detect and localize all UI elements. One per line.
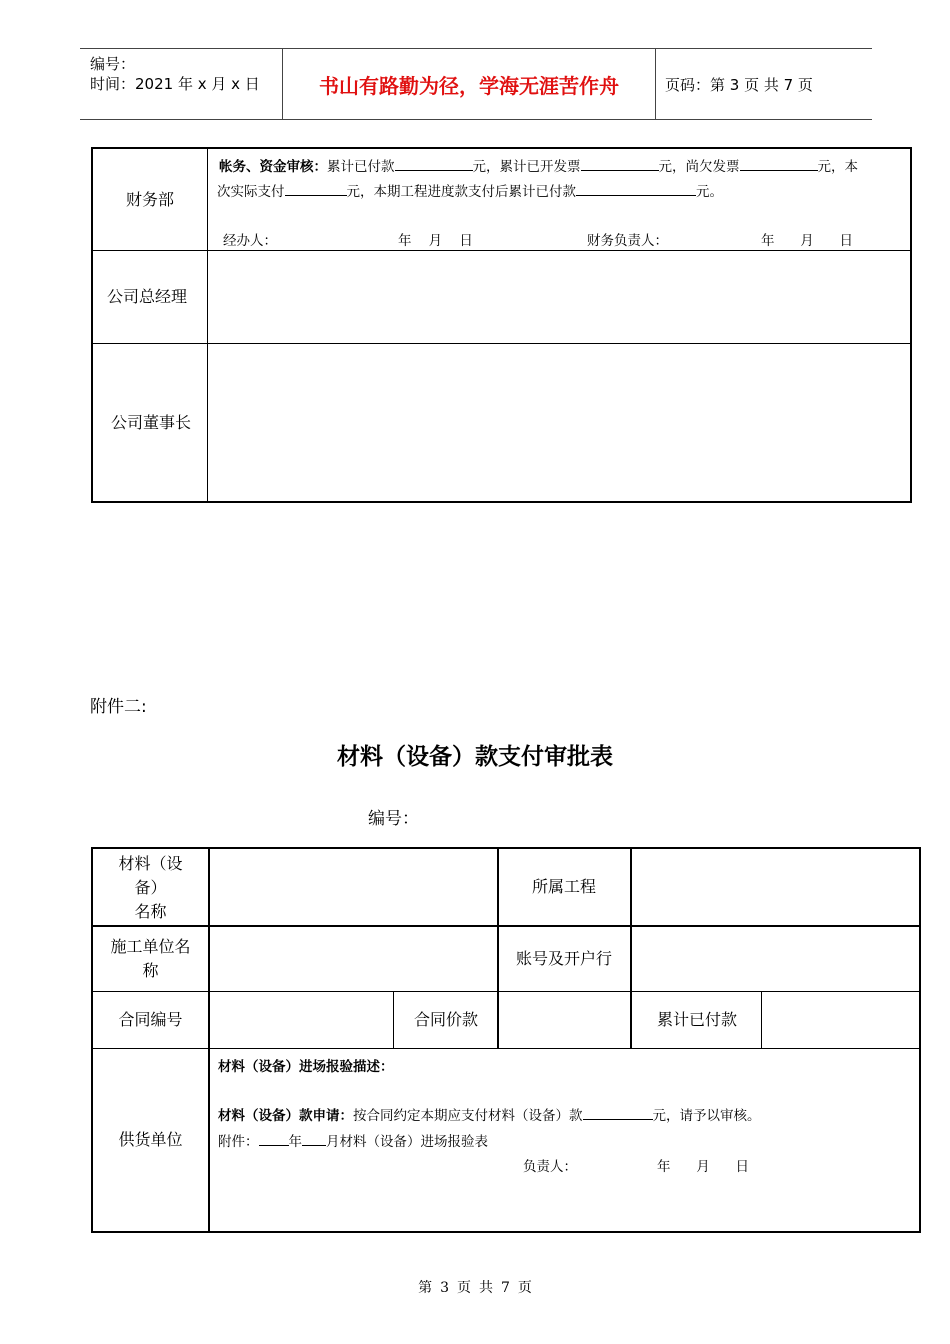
footer-text: 第 bbox=[418, 1280, 433, 1296]
finance-line-2 bbox=[217, 180, 723, 200]
gm-label: 公司总经理 bbox=[106, 287, 187, 306]
material-name-field[interactable] bbox=[210, 849, 496, 925]
blank-field[interactable] bbox=[740, 156, 818, 171]
page-header bbox=[80, 48, 872, 120]
finance-head-label: 财务负责人： bbox=[587, 233, 668, 249]
paid-total-text: 累计已付款 bbox=[327, 159, 395, 175]
contract-price-label: 合同价款 bbox=[413, 1010, 478, 1029]
entry-description-title: 材料（设备）进场报验描述： bbox=[218, 1059, 394, 1075]
blank-field[interactable] bbox=[395, 156, 473, 171]
blank-field[interactable] bbox=[581, 156, 659, 171]
divider bbox=[93, 250, 910, 251]
project-label: 所属工程 bbox=[531, 877, 596, 896]
contract-no-label: 合同编号 bbox=[118, 1010, 183, 1029]
label-line: 材料（设 bbox=[118, 854, 183, 873]
blank-field[interactable] bbox=[576, 181, 696, 196]
invoice-owed-text: 元，尚欠发票 bbox=[658, 159, 740, 175]
attachment-label: 附件二: bbox=[90, 697, 147, 717]
footer-total-pages: 7 bbox=[501, 1280, 510, 1296]
material-name-label bbox=[93, 851, 208, 925]
label-line: 备） bbox=[134, 878, 167, 897]
supplier-label: 供货单位 bbox=[118, 1130, 183, 1149]
footer-page-number: 3 bbox=[440, 1280, 449, 1296]
label-line: 称 bbox=[142, 961, 159, 980]
account-field[interactable] bbox=[632, 927, 919, 991]
paid-total-label: 累计已付款 bbox=[656, 1010, 737, 1029]
header-time: 时间：2021 年 x 月 x 日 bbox=[90, 75, 260, 93]
line-end-text: 元，本 bbox=[817, 159, 858, 175]
line-end-text: 元。 bbox=[696, 184, 723, 200]
contract-price-field[interactable] bbox=[499, 992, 630, 1048]
attachment-doc-name: 月材料（设备）进场报验表 bbox=[326, 1134, 488, 1150]
contractor-label bbox=[93, 927, 208, 991]
responsible-date: 年 月 日 bbox=[657, 1159, 749, 1175]
footer-text: 共 bbox=[479, 1280, 493, 1296]
divider bbox=[93, 343, 910, 344]
form-title: 材料（设备）款支付审批表 bbox=[337, 744, 613, 770]
divider bbox=[93, 1048, 919, 1049]
account-label: 账号及开户行 bbox=[515, 949, 612, 968]
attachment-prefix: 附件： bbox=[218, 1134, 259, 1150]
footer-text: 页 bbox=[517, 1280, 532, 1296]
handler-label: 经办人： bbox=[223, 233, 277, 249]
form-number-label: 编号： bbox=[368, 809, 419, 829]
page-footer bbox=[0, 1277, 950, 1297]
actual-payment-text: 次实际支付 bbox=[217, 184, 285, 200]
header-page-info: 页码：第 3 页 共 7 页 bbox=[665, 75, 813, 94]
finance-head-date: 年 月 日 bbox=[761, 233, 853, 249]
label-line: 施工单位名 bbox=[110, 937, 191, 956]
header-motto: 书山有路勤为径，学海无涯苦作舟 bbox=[283, 49, 656, 119]
invoiced-total-text: 元，累计已开发票 bbox=[472, 159, 581, 175]
approval-table bbox=[91, 147, 912, 503]
finance-audit-title: 帐务、资金审核： bbox=[219, 159, 327, 175]
payment-apply-text-end: 元，请予以审核。 bbox=[652, 1108, 761, 1124]
header-left-cell bbox=[80, 49, 283, 119]
handler-date: 年 月 日 bbox=[398, 233, 473, 249]
contractor-field[interactable] bbox=[210, 927, 496, 991]
attachment-line bbox=[218, 1130, 488, 1150]
amount-blank[interactable] bbox=[583, 1105, 653, 1120]
paid-total-field[interactable] bbox=[762, 992, 919, 1048]
month-blank[interactable] bbox=[302, 1131, 326, 1146]
label-line: 名称 bbox=[134, 902, 167, 921]
payment-form-table bbox=[91, 847, 921, 1233]
payment-apply-text: 按合同约定本期应支付材料（设备）款 bbox=[353, 1108, 583, 1124]
payment-apply-line bbox=[218, 1104, 761, 1124]
blank-field[interactable] bbox=[285, 181, 347, 196]
finance-dept-label: 财务部 bbox=[125, 189, 174, 209]
progress-payment-text: 元，本期工程进度款支付后累计已付款 bbox=[346, 184, 576, 200]
responsible-label: 负责人： bbox=[523, 1159, 577, 1175]
header-number: 编号： bbox=[90, 55, 136, 73]
project-field[interactable] bbox=[632, 849, 919, 925]
contract-no-field[interactable] bbox=[210, 992, 393, 1048]
footer-text: 页 bbox=[457, 1280, 471, 1296]
payment-apply-title: 材料（设备）款申请： bbox=[218, 1108, 353, 1124]
finance-line-1 bbox=[219, 155, 858, 175]
year-blank[interactable] bbox=[259, 1131, 289, 1146]
year-text: 年 bbox=[288, 1134, 302, 1150]
chairman-label: 公司董事长 bbox=[110, 412, 191, 432]
